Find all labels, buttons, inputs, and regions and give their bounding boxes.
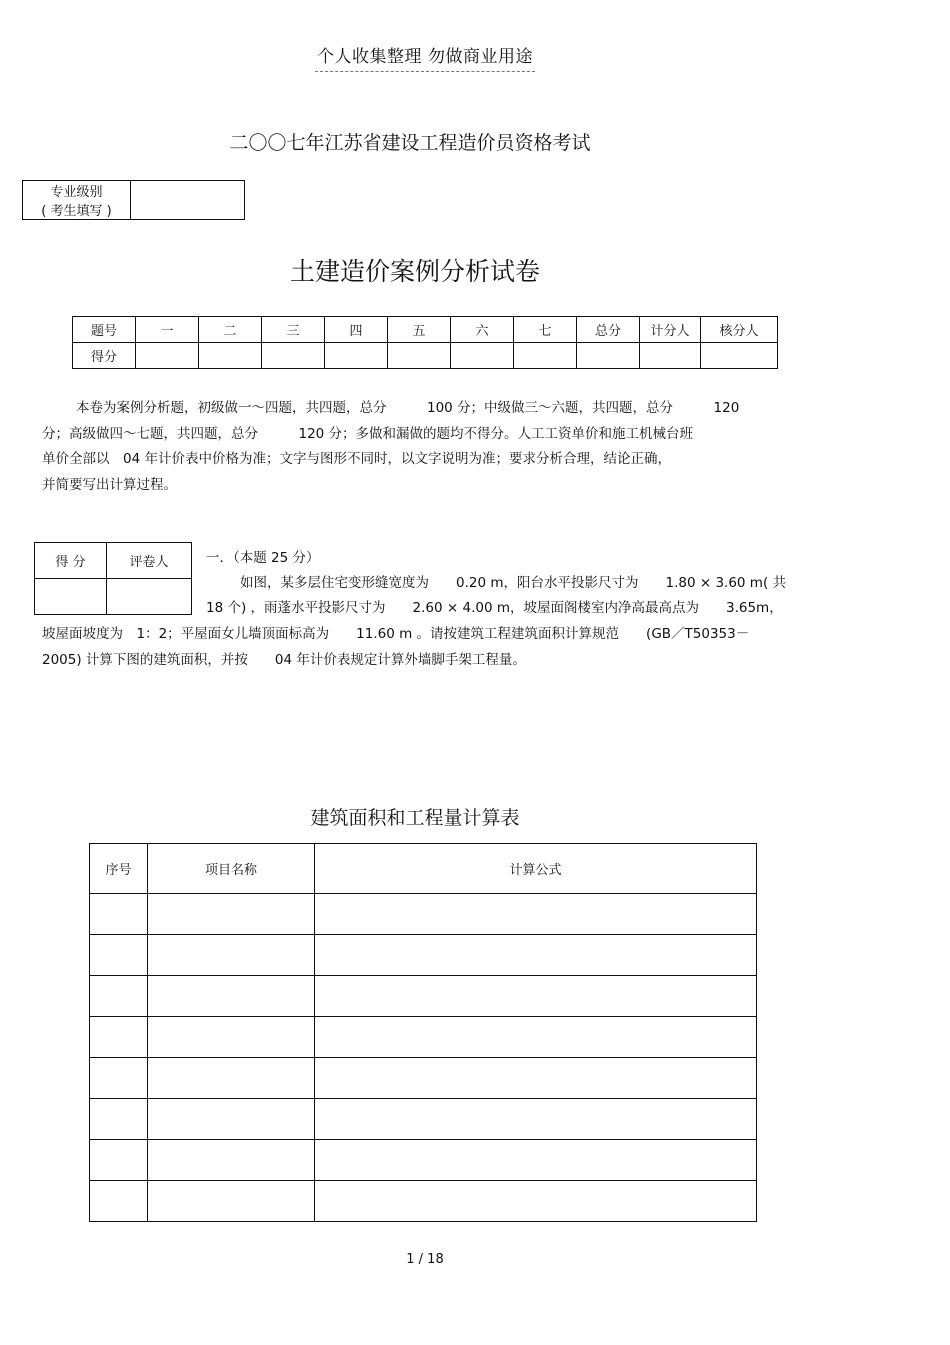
score-header-cell: 题号	[73, 317, 136, 343]
score-cell[interactable]	[577, 343, 640, 369]
calc-row	[90, 976, 757, 1017]
score-cell[interactable]	[701, 343, 778, 369]
calc-cell[interactable]	[148, 1017, 315, 1058]
paper-title: 土建造价案例分析试卷	[289, 257, 540, 286]
calc-cell[interactable]	[90, 1099, 148, 1140]
question-text-line: 18 个) ，雨蓬水平投影尺寸为 2.60 × 4.00 m，坡屋面阁楼室内净高最高点为 3.65m，	[206, 600, 783, 616]
calc-cell[interactable]	[315, 894, 757, 935]
score-cell[interactable]	[388, 343, 451, 369]
score-header-cell: 一	[136, 317, 199, 343]
score-input-cell[interactable]	[35, 579, 107, 615]
score-cell[interactable]	[514, 343, 577, 369]
calc-row	[90, 935, 757, 976]
calc-cell[interactable]	[315, 935, 757, 976]
score-header-cell: 核分人	[701, 317, 778, 343]
calc-cell[interactable]	[148, 894, 315, 935]
question-text-line: 如图，某多层住宅变形缝宽度为 0.20 m，阳台水平投影尺寸为 1.80 × 3.60 m( 共	[240, 575, 787, 591]
question-text-line: 2005) 计算下图的建筑面积，并按 04 年计价表规定计算外墙脚手架工程量。	[42, 652, 526, 668]
calc-row	[90, 1099, 757, 1140]
calc-row	[90, 1058, 757, 1099]
calc-cell[interactable]	[90, 894, 148, 935]
calc-cell[interactable]	[90, 1181, 148, 1222]
score-header-cell: 七	[514, 317, 577, 343]
score-cell[interactable]	[136, 343, 199, 369]
calc-cell[interactable]	[90, 1017, 148, 1058]
calc-header-cell: 计算公式	[315, 844, 757, 894]
calc-cell[interactable]	[148, 1099, 315, 1140]
instructions-line: 本卷为案例分析题，初级做一～四题，共四题，总分 100 分；中级做三～六题，共四题，总分 120	[76, 400, 740, 416]
score-cell[interactable]	[640, 343, 701, 369]
calc-row	[90, 1140, 757, 1181]
score-cell[interactable]	[325, 343, 388, 369]
header-note: 个人收集整理 勿做商业用途	[0, 42, 850, 67]
question-text-line: 坡屋面坡度为 1：2；平屋面女儿墙顶面标高为 11.60 m 。请按建筑工程建筑面积计算规范 (GB／T50353－	[42, 626, 750, 642]
calc-row	[90, 1181, 757, 1222]
score-header-cell: 二	[199, 317, 262, 343]
calc-cell[interactable]	[148, 1140, 315, 1181]
calc-header-row	[90, 844, 757, 894]
calc-cell[interactable]	[315, 1140, 757, 1181]
score-cell[interactable]	[262, 343, 325, 369]
calc-cell[interactable]	[315, 976, 757, 1017]
instructions-line: 并简要写出计算过程。	[42, 476, 177, 493]
instructions-line: 单价全部以 04 年计价表中价格为准；文字与图形不同时，以文字说明为准；要求分析合理，结论正确，	[42, 451, 671, 467]
page-number: 1 / 18	[406, 1252, 444, 1267]
calc-cell[interactable]	[315, 1017, 757, 1058]
score-row-label: 得分	[73, 343, 136, 369]
score-table	[72, 316, 778, 369]
calc-cell[interactable]	[315, 1181, 757, 1222]
calc-cell[interactable]	[90, 1140, 148, 1181]
score-header-cell: 三	[262, 317, 325, 343]
score-value-row	[73, 343, 778, 369]
grade-box	[34, 542, 192, 615]
grader-label: 评卷人	[107, 543, 192, 579]
grader-input-cell[interactable]	[107, 579, 192, 615]
calc-cell[interactable]	[148, 935, 315, 976]
calc-cell[interactable]	[90, 935, 148, 976]
level-input-cell[interactable]	[131, 181, 245, 220]
question-title: 一．（本题 25 分）	[206, 550, 320, 566]
level-label-line2: ( 考生填写 )	[41, 204, 112, 219]
calc-cell[interactable]	[315, 1058, 757, 1099]
score-header-cell: 四	[325, 317, 388, 343]
calc-cell[interactable]	[90, 1058, 148, 1099]
score-header-cell: 计分人	[640, 317, 701, 343]
calc-header-cell: 序号	[90, 844, 148, 894]
calc-cell[interactable]	[90, 976, 148, 1017]
level-label-cell	[23, 181, 131, 220]
calc-cell[interactable]	[315, 1099, 757, 1140]
exam-title: 二〇〇七年江苏省建设工程造价员资格考试	[229, 132, 591, 154]
calc-table-title: 建筑面积和工程量计算表	[310, 807, 520, 829]
instructions-line: 分；高级做四～七题，共四题，总分 120 分；多做和漏做的题均不得分。人工工资单价和施工机械台班	[42, 425, 694, 442]
score-header-cell: 五	[388, 317, 451, 343]
calc-row	[90, 1017, 757, 1058]
calc-header-cell: 项目名称	[148, 844, 315, 894]
calc-row	[90, 894, 757, 935]
score-header-cell: 六	[451, 317, 514, 343]
instructions	[42, 396, 812, 498]
score-header-cell: 总分	[577, 317, 640, 343]
score-label: 得 分	[35, 543, 107, 579]
calc-cell[interactable]	[148, 1181, 315, 1222]
score-cell[interactable]	[199, 343, 262, 369]
calc-cell[interactable]	[148, 1058, 315, 1099]
calc-cell[interactable]	[148, 976, 315, 1017]
level-box	[22, 180, 245, 220]
calc-table	[89, 843, 757, 1222]
score-cell[interactable]	[451, 343, 514, 369]
score-header-row	[73, 317, 778, 343]
level-label-line1: 专业级别	[50, 185, 103, 200]
